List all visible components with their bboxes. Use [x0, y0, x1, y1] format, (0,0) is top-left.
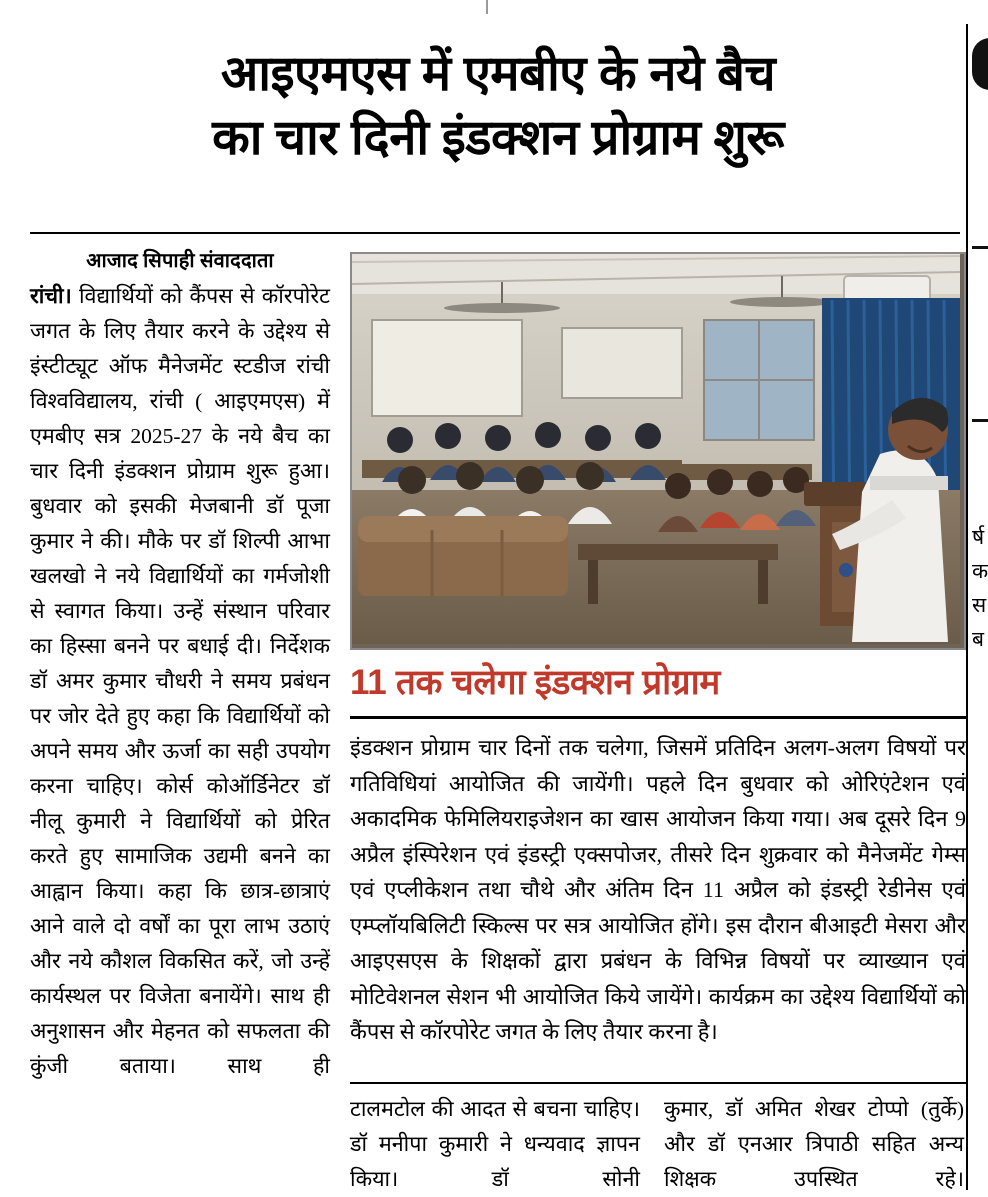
left-column [30, 246, 330, 1084]
sub-headline: 11 तक चलेगा इंडक्शन प्रोग्राम [350, 663, 721, 702]
page-title [38, 42, 958, 170]
bottom-column-a: टालमटोल की आदत से बचना चाहिए। डॉ मनीपा कुमारी ने धन्यवाद ज्ञापन किया। डॉ सोनी [350, 1097, 640, 1191]
dateline: रांची। [30, 284, 72, 308]
left-article-text: विद्यार्थियों को कैंपस से कॉरपोरेट जगत के लिए तैयार करने के उद्देश्य से इंस्टीट्यूट ऑफ मैनेजमेंट स्टडीज रांची विश्वविद्यालय, रांची ( आइएमएस) में एमबीए सत्र 2025-27 के नये बैच का चार दिनी इंडक्शन प्रोग्राम शुरू हुआ। बुधवार को इसकी मेजबानी डॉ पूजा कुमार ने की। मौके पर डॉ शिल्पी आभा खलखो ने नये विद्यार्थियों का गर्मजोशी से स्वागत किया। उन्हें संस्थान परिवार का हिस्सा बनने पर बधाई दी। निर्देशक डॉ अमर कुमार चौधरी ने समय प्रबंधन पर जोर देते हुए कहा कि विद्यार्थियों को अपने समय और ऊर्जा का सही उपयोग करना चाहिए। कोर्स कोऑर्डिनेटर डॉ नीलू कुमारी ने विद्यार्थियों को प्रेरित करते हुए सामाजिक उद्यमी बनने का आह्वान किया। कहा कि छात्र-छात्राएं आने वाले दो वर्षों का पूरा लाभ उठाएं और नये कौशल विकसित करें, जो उन्हें कार्यस्थल पर विजेता बनायेंगे। साथ ही अनुशासन और मेहनत को सफलता की कुंजी बताया। साथ ही [30, 284, 330, 1078]
bottom-divider [350, 1082, 966, 1084]
adjacent-column-text: र्ष क स ब [972, 525, 988, 651]
headline-divider [30, 232, 960, 234]
induction-program-photo [350, 252, 966, 650]
left-article-body [30, 279, 330, 1084]
headline-line-1: आइएमएस में एमबीए के नये बैच [220, 47, 776, 101]
headline-line-2: का चार दिनी इंडक्शन प्रोग्राम शुरू [212, 111, 784, 165]
crop-mark [486, 0, 488, 14]
column-rule [966, 24, 968, 1190]
subhead-divider [350, 716, 966, 719]
right-article-body: इंडक्शन प्रोग्राम चार दिनों तक चलेगा, जिसमें प्रतिदिन अलग-अलग विषयों पर गतिविधियां आयोजित की जायेंगी। पहले दिन बुधवार को ओरिएंटेशन एवं अकादमिक फेमिलियराइजेशन का खास आयोजन किया गया। अब दूसरे दिन 9 अप्रैल इंस्पिरेशन एवं इंडस्ट्री एक्सपोजर, तीसरे दिन शुक्रवार को मैनेजमेंट गेम्स एवं एप्लीकेशन तथा चौथे और अंतिम दिन 11 अप्रैल को इंडस्ट्री रेडीनेस एवं एम्प्लॉयबिलिटी स्किल्स पर सत्र आयोजित होंगे। इस दौरान बीआइटी मेसरा और आइएसएस के शिक्षकों द्वारा प्रबंधन के विभिन्न विषयों पर व्याख्यान एवं मोटिवेशनल सेशन भी आयोजित किये जायेंगे। कार्यक्रम का उद्देश्य विद्यार्थियों को कैंपस से कॉरपोरेट जगत के लिए तैयार करना है। [350, 735, 966, 1044]
adjacent-page-logo [972, 38, 988, 90]
photo-illustration [352, 254, 960, 644]
bottom-column-b: कुमार, डॉ अमित शेखर टोप्पो (तुर्के) और डॉ एनआर त्रिपाठी सहित अन्य शिक्षक उपस्थित रहे। [664, 1097, 964, 1191]
byline: आजाद सिपाही संवाददाता [86, 250, 274, 272]
adjacent-page-block [972, 246, 988, 422]
